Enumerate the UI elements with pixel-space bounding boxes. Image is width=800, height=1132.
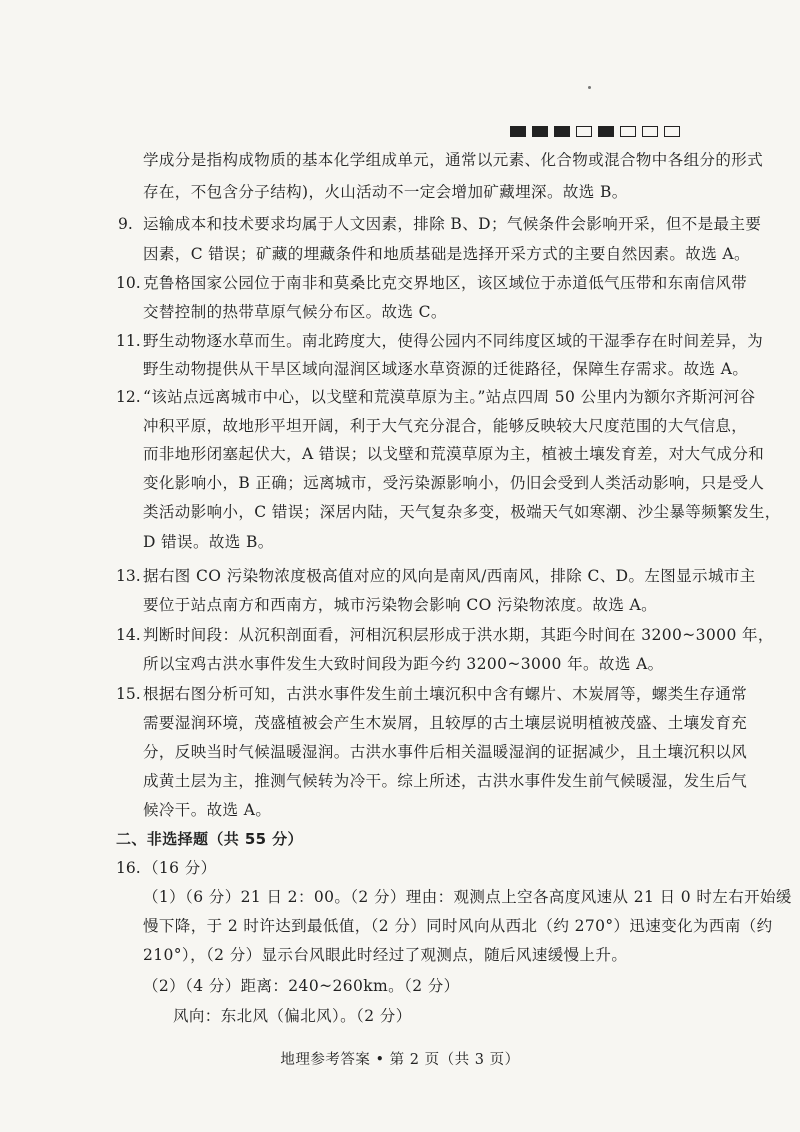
- answer-line: 需要湿润环境，茂盛植被会产生木炭屑，且较厚的古土壤层说明植被茂盛、土壤发育充: [143, 714, 748, 732]
- answer-line: 而非地形闭塞起伏大，A 错误；以戈壁和荒漠草原为主，植被土壤发育差，对大气成分和: [143, 445, 765, 463]
- answer-line: 判断时间段：从沉积剖面看，河相沉积层形成于洪水期，其距今时间在 3200~3000 年，: [143, 626, 774, 644]
- answer-line: 候冷干。故选 A。: [143, 801, 272, 819]
- answer-line: （1）（6 分）21 日 2：00。（2 分）理由：观测点上空各高度风速从 21 日 0 时左右开始缓: [143, 888, 792, 906]
- question-number: 15.: [116, 685, 141, 703]
- answer-line: （16 分）: [143, 859, 217, 877]
- scan-dot: [588, 86, 591, 89]
- question-number: 11.: [116, 332, 141, 350]
- progress-square: [598, 126, 614, 137]
- answer-line: 所以宝鸡古洪水事件发生大致时间段为距今约 3200~3000 年。故选 A。: [143, 655, 664, 673]
- answer-line: 野生动物提供从干旱区域向湿润区域逐水草资源的迁徙路径，保障生存需求。故选 A。: [143, 360, 749, 378]
- answer-line: 风向：东北风（偏北风）。（2 分）: [173, 1007, 412, 1025]
- question-number: 13.: [116, 567, 141, 585]
- answer-line: 210°），（2 分）显示台风眼此时经过了观测点，随后风速缓慢上升。: [143, 946, 628, 964]
- question-number: 16.: [116, 859, 141, 877]
- progress-square: [576, 126, 592, 137]
- section-heading: 二、非选择题（共 55 分）: [116, 830, 303, 848]
- answer-line: 变化影响小，B 正确；远离城市，受污染源影响小，仍旧会受到人类活动影响，只是受人: [143, 474, 765, 492]
- answer-line: 成黄土层为主，推测气候转为冷干。综上所述，古洪水事件发生前气候暖湿，发生后气: [143, 772, 748, 790]
- progress-square: [532, 126, 548, 137]
- answer-line: 学成分是指构成物质的基本化学组成单元，通常以元素、化合物或混合物中各组分的形式: [143, 151, 764, 169]
- answer-line: （2）（4 分）距离：240~260km。（2 分）: [143, 977, 460, 995]
- answer-line: 根据右图分析可知，古洪水事件发生前土壤沉积中含有螺片、木炭屑等，螺类生存通常: [143, 685, 748, 703]
- question-number: 14.: [116, 626, 141, 644]
- answer-line: 慢下降，于 2 时许达到最低值，（2 分）同时风向从西北（约 270°）迅速变化为西南（约: [143, 917, 773, 935]
- question-number: 9.: [118, 215, 133, 233]
- answer-line: 运输成本和技术要求均属于人文因素，排除 B、D；气候条件会影响开采，但不是最主要: [143, 215, 762, 233]
- answer-line: 要位于站点南方和西南方，城市污染物会影响 CO 污染物浓度。故选 A。: [143, 596, 658, 614]
- progress-square: [554, 126, 570, 137]
- question-number: 12.: [116, 388, 141, 406]
- page-footer: 地理参考答案 • 第 2 页（共 3 页）: [280, 1052, 520, 1068]
- answer-line: 据右图 CO 污染物浓度极高值对应的风向是南风/西南风，排除 C、D。左图显示城市主: [143, 567, 756, 585]
- progress-square: [664, 126, 680, 137]
- answer-line: D 错误。故选 B。: [143, 533, 274, 551]
- answer-line: 存在，不包含分子结构)，火山活动不一定会增加矿藏埋深。故选 B。: [143, 183, 628, 201]
- progress-square: [620, 126, 636, 137]
- answer-line: 类活动影响小，C 错误；深居内陆，天气复杂多变，极端天气如寒潮、沙尘暴等频繁发生，: [143, 503, 781, 521]
- progress-square: [510, 126, 526, 137]
- answer-line: 冲积平原，故地形平坦开阔，利于大气充分混合，能够反映较大尺度范围的大气信息，: [143, 417, 748, 435]
- answer-line: 分，反映当时气候温暖湿润。古洪水事件后相关温暖湿润的证据减少，且土壤沉积以风: [143, 743, 748, 761]
- page-progress-squares: [510, 126, 680, 137]
- progress-square: [642, 126, 658, 137]
- answer-line: 野生动物逐水草而生。南北跨度大，使得公园内不同纬度区域的干湿季存在时间差异，为: [143, 332, 764, 350]
- question-number: 10.: [116, 274, 141, 292]
- answer-line: 交替控制的热带草原气候分布区。故选 C。: [143, 303, 447, 321]
- answer-line: 克鲁格国家公园位于南非和莫桑比克交界地区，该区域位于赤道低气压带和东南信风带: [143, 274, 748, 292]
- answer-line: 因素，C 错误；矿藏的埋藏条件和地质基础是选择开采方式的主要自然因素。故选 A。: [143, 245, 750, 263]
- answer-line: “该站点远离城市中心，以戈壁和荒漠草原为主。”站点四周 50 公里内为额尔齐斯河河谷: [143, 388, 756, 406]
